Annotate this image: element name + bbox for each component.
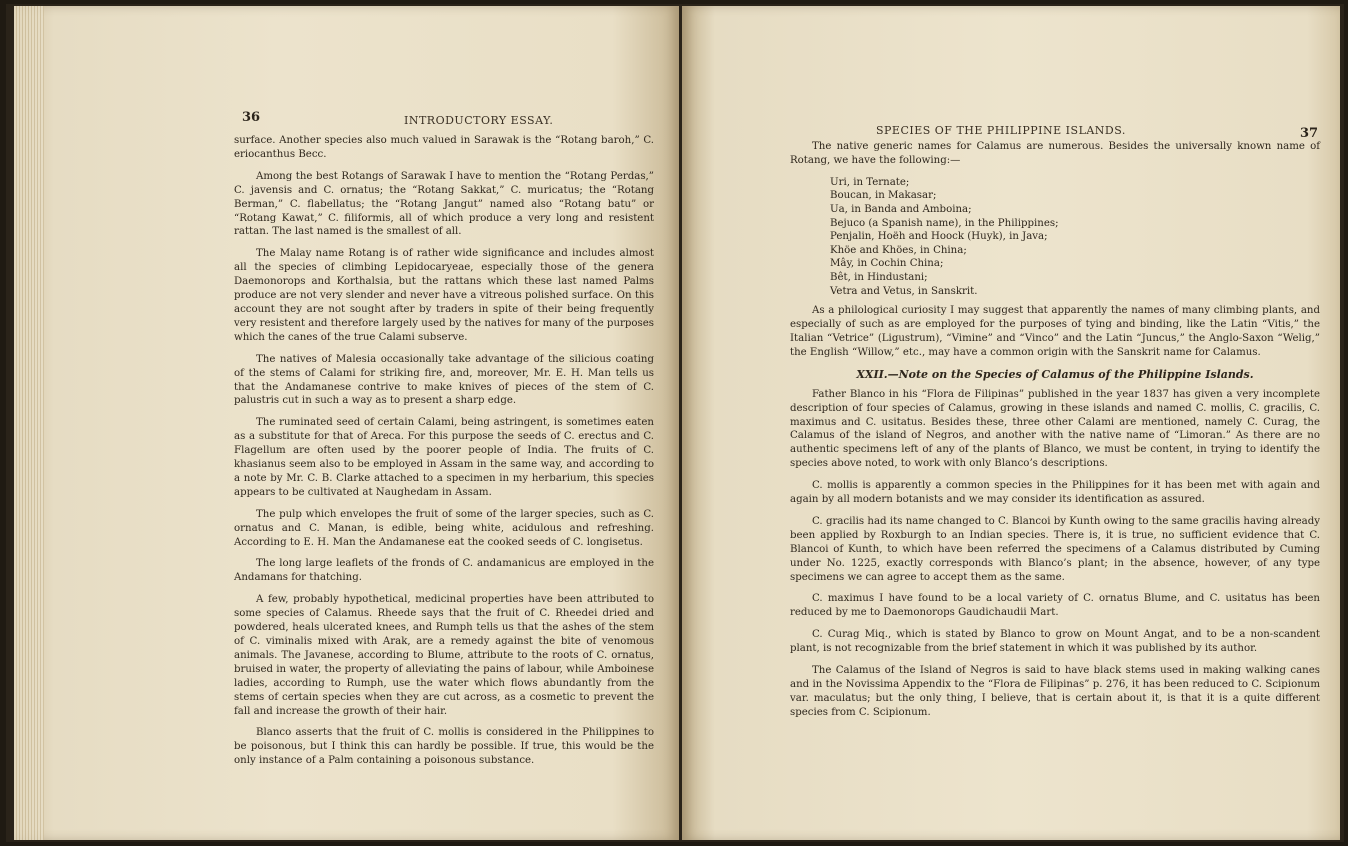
- list-item: Vetra and Vetus, in Sanskrit.: [830, 285, 978, 297]
- running-head: SPECIES OF THE PHILIPPINE ISLANDS.: [876, 124, 1126, 137]
- right-text-block: [790, 140, 1320, 728]
- paragraph: The long large leaflets of the fronds of C. andamanicus are employed in the Andamans for thatching.: [234, 558, 654, 584]
- paragraph: The pulp which envelopes the fruit of some of the larger species, such as C. ornatus and C. Manan, is edible, being white, acidulous and refreshing. According to E. H. Man the Andamanese eat the cooked seeds of C. longisetus.: [234, 508, 654, 548]
- list-item: Boucan, in Makasar;: [830, 190, 937, 202]
- paragraph: The ruminated seed of certain Calami, being astringent, is sometimes eaten as a substitute for that of Areca. For this purpose the seeds of C. erectus and C. Flagellum are often used by the poorer people of India. The fruits of C. khasianus seem also to be employed in Assam in the same way, and according to a note by Mr. C. B. Clarke attached to a specimen in my herbarium, this species appears to be cultivated at Naughedam in Assam.: [234, 417, 654, 498]
- running-head: INTRODUCTORY ESSAY.: [404, 114, 554, 127]
- list-item: Mây, in Cochin China;: [830, 258, 944, 270]
- list-item: Uri, in Ternate;: [830, 176, 910, 188]
- native-names-list: [830, 176, 1320, 298]
- list-item: Khöe and Khöes, in China;: [830, 244, 967, 256]
- list-item: Ua, in Banda and Amboina;: [830, 204, 972, 215]
- paragraph: C. Curag Miq., which is stated by Blanco to grow on Mount Angat, and to be a non-scandent plant, is not recognizable from the brief statement in which it was published by its author.: [790, 629, 1320, 655]
- right-page: [682, 6, 1340, 840]
- paragraph: C. maximus I have found to be a local variety of C. ornatus Blume, and C. usitatus has been reduced by me to Daemonorops Gaudichaudii Mart.: [790, 593, 1320, 619]
- paragraph: A few, probably hypothetical, medicinal properties have been attributed to some species of Calamus. Rheede says that the fruit of C. Rheedei dried and powdered, heals ulcerated knees, and Rumph tells us that the ashes of the stem of C. viminalis mixed with Arak, are a remedy against the bite of venomous animals. The Javanese, according to Blume, attribute to the roots of C. ornatus, bruised in water, the property of alleviating the pains of labour, while Amboinese ladies, according to Rumph, use the water which flows abundantly from the stems of certain species when they are cut across, as a cosmetic to prevent the fall and increase the growth of their hair.: [234, 594, 654, 717]
- paragraph: surface. Another species also much valued in Sarawak is the “Rotang baroh,” C. eriocanthus Becc.: [234, 135, 654, 160]
- book-spread: [6, 4, 1344, 842]
- list-item: Penjalin, Hoëh and Hoock (Huyk), in Java;: [830, 231, 1048, 243]
- page-edges: [14, 6, 44, 840]
- paragraph: C. mollis is apparently a common species in the Philippines for it has been met with again and again by all modern botanists and we may consider its identification as assured.: [790, 480, 1320, 506]
- list-item: Bêt, in Hindustani;: [830, 271, 928, 283]
- paragraph: Blanco asserts that the fruit of C. mollis is considered in the Philippines to be poisonous, but I think this can hardly be possible. If true, this would be the only instance of a Palm containing a poisonous substance.: [234, 727, 654, 767]
- list-item: Bejuco (a Spanish name), in the Philippines;: [830, 217, 1059, 229]
- paragraph: C. gracilis had its name changed to C. Blancoi by Kunth owing to the same gracilis having already been applied by Roxburgh to an Indian species. There is, it is true, no sufficient evidence that C. Blancoi of Kunth, to which have been referred the specimens of a Calamus distributed by Cuming under No. 1225, exactly corresponds with Blanco’s plant; in the absence, however, of any type specimens we can agree to accept them as the same.: [790, 515, 1320, 583]
- paragraph: Father Blanco in his “Flora de Filipinas” published in the year 1837 has given a very incomplete description of four species of Calamus, growing in these islands and named C. mollis, C. gracilis, C. maximus and C. usitatus. Besides these, three other Calami are mentioned, namely C. Curag, the Calamus of the island of Negros, and another with the native name of “Limoran.” As there are no authentic specimens left of any of the plants of Blanco, we must be content, in trying to identify the species above noted, to work with only Blanco’s descriptions.: [790, 388, 1320, 470]
- left-page: [14, 6, 679, 840]
- paragraph: The Calamus of the Island of Negros is said to have black stems used in making walking canes and in the Novissima Appendix to the “Flora de Filipinas” p. 276, it has been reduced to C. Scipionum var. maculatus; but the only thing, I believe, that is certain about it, is that it is a quite different species from C. Scipionum.: [790, 665, 1320, 718]
- paragraph: The native generic names for Calamus are numerous. Besides the universally known name of Rotang, we have the following:—: [790, 141, 1320, 166]
- paragraph: Among the best Rotangs of Sarawak I have to mention the “Rotang Perdas,” C. javensis and C. ornatus; the “Rotang Sakkat,” C. muricatus; the “Rotang Berman,” C. flabellatus; the “Rotang Jangut” named also “Rotang batu” or “Rotang Kawat,” C. filiformis, all of which produce a very long and resistent rattan. The last named is the smallest of all.: [234, 170, 654, 238]
- left-text-block: [234, 134, 654, 776]
- paragraph: The natives of Malesia occasionally take advantage of the silicious coating of the stems of Calami for striking fire, and, moreover, Mr. E. H. Man tells us that the Andamanese contrive to make knives of pieces of the stem of C. palustris cut in such a way as to present a sharp edge.: [234, 353, 654, 407]
- section-title: XXII.—Note on the Species of Calamus of the Philippine Islands.: [856, 367, 1254, 381]
- paragraph: As a philological curiosity I may suggest that apparently the names of many climbing plants, and especially of such as are employed for the purposes of tying and binding, like the Latin “Vitis,” the Italian “Vetrice” (Ligustrum), “Vimine” and “Vinco” and the Latin “Juncus,” the Anglo-Saxon “Welig,” the English “Willow,” etc., may have a common origin with the Sanskrit name for Calamus.: [790, 305, 1320, 358]
- page-number: 36: [242, 110, 261, 125]
- page-number: 37: [1300, 126, 1319, 141]
- paragraph: The Malay name Rotang is of rather wide significance and includes almost all the species of climbing Lepidocaryeae, especially those of the genera Daemonorops and Korthalsia, but the rattans which these last named Palms produce are not very slender and never have a vitreous polished surface. On this account they are not sought after by traders in spite of their being frequently very resistent and therefore largely used by the natives for many of the purposes which the canes of the true Calami subserve.: [234, 248, 655, 343]
